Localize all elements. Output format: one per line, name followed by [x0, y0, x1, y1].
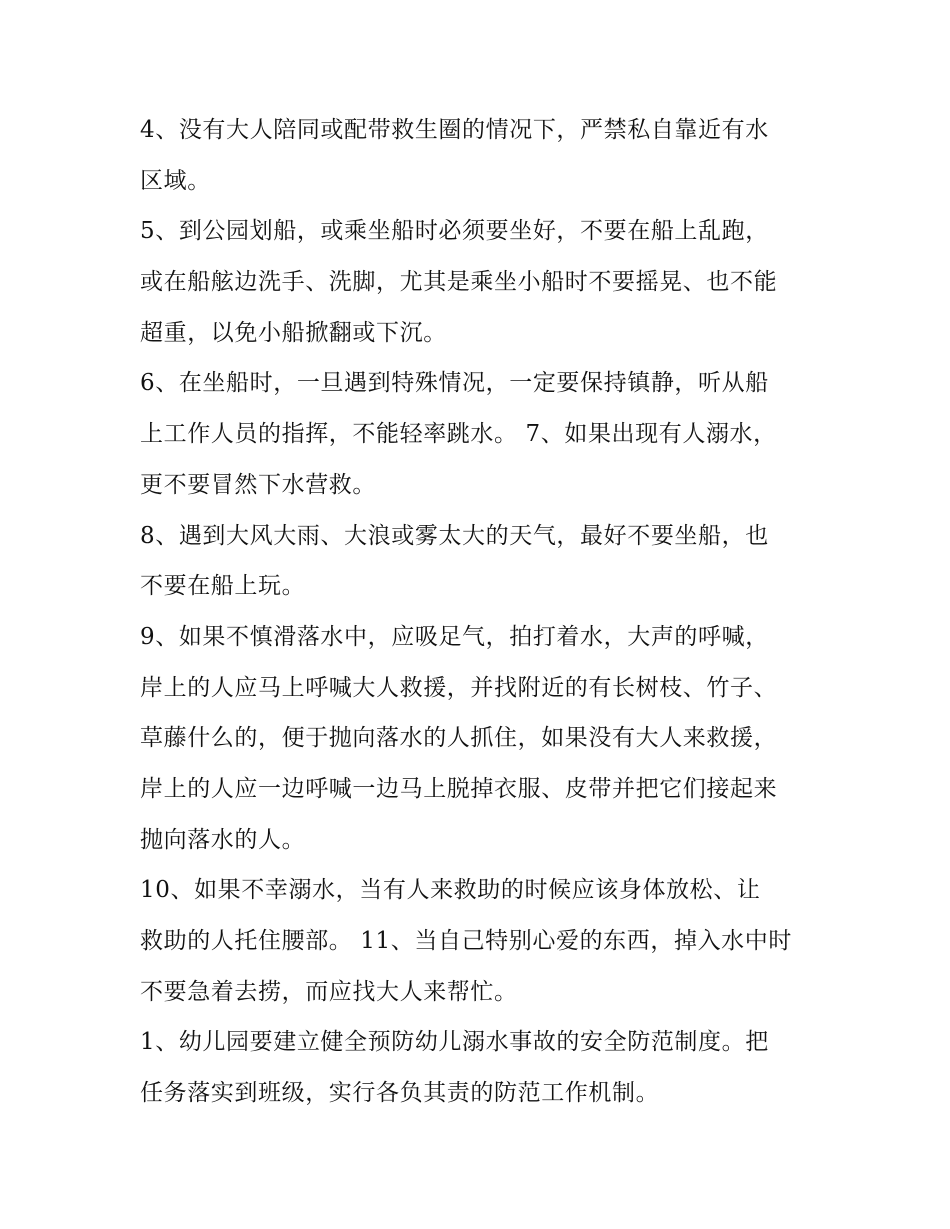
text-line: 1、幼儿园要建立健全预防幼儿溺水事故的安全防范制度。把: [140, 1029, 769, 1056]
text-line: 救助的人托住腰部。 11、当自己特别心爱的东西，掉入水中时: [140, 928, 792, 954]
text-line: 抛向落水的人。: [140, 826, 306, 853]
text-line: 6、在坐船时，一旦遇到特殊情况，一定要保持镇静，听从船: [140, 370, 769, 397]
text-line: 岸上的人应一边呼喊一边马上脱掉衣服、皮带并把它们接起来: [140, 775, 778, 802]
text-line: 5、到公园划船，或乘坐船时必须要坐好，不要在船上乱跑，: [140, 218, 769, 245]
text-line: 上工作人员的指挥，不能轻率跳水。 7、如果出现有人溺水，: [140, 421, 777, 448]
text-line: 不要在船上玩。: [140, 573, 306, 600]
text-line: 4、没有大人陪同或配带救生圈的情况下，严禁私自靠近有水: [140, 117, 769, 143]
text-line: 草藤什么的，便于抛向落水的人抓住，如果没有大人来救援，: [140, 725, 778, 752]
text-line: 区域。: [140, 167, 211, 194]
text-line: 8、遇到大风大雨、大浪或雾太大的天气，最好不要坐船，也: [140, 522, 769, 549]
text-line: 超重，以免小船掀翻或下沉。: [140, 319, 447, 346]
text-line: 不要急着去捞，而应找大人来帮忙。: [140, 978, 518, 1005]
document-body: [140, 105, 815, 1119]
text-line: 更不要冒然下水营救。: [140, 471, 376, 498]
text-line: 10、如果不幸溺水，当有人来救助的时候应该身体放松、让: [140, 877, 761, 904]
text-line: 9、如果不慎滑落水中，应吸足气，拍打着水，大声的呼喊，: [140, 623, 769, 650]
text-line: 岸上的人应马上呼喊大人救援，并找附近的有长树枝、竹子、: [140, 674, 778, 701]
text-line: 任务落实到班级，实行各负其责的防范工作机制。: [140, 1080, 660, 1107]
text-line: 或在船舷边洗手、洗脚，尤其是乘坐小船时不要摇晃、也不能: [140, 269, 778, 296]
